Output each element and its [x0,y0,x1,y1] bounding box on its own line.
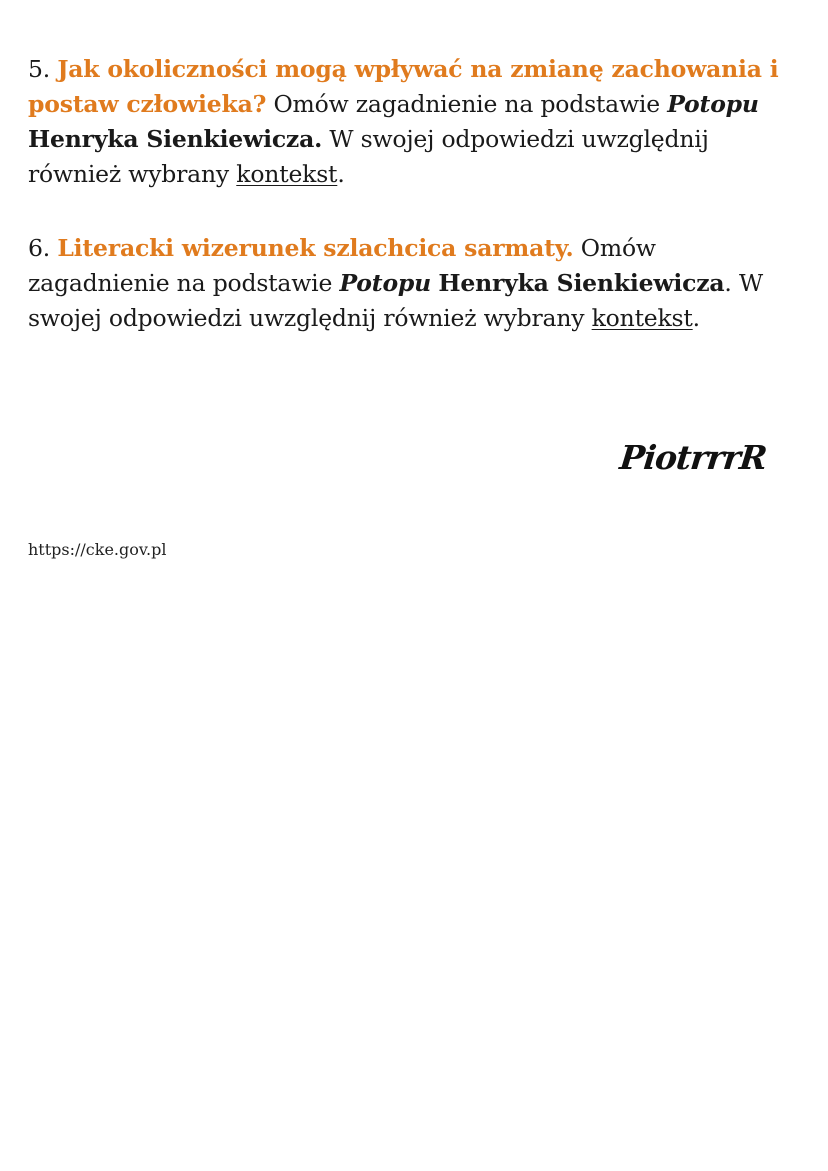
period: . [337,160,345,188]
context-term: kontekst [236,160,338,188]
book-title: Potopu [667,90,759,118]
author-name: Henryka Sienkiewicza [438,269,725,297]
source-url: https://cke.gov.pl [28,540,167,559]
context-term: kontekst [591,304,693,332]
question-topic: Jak okoliczności mogą wpływać na zmianę zachowania i postaw człowieka? [28,55,779,118]
book-title: Potopu [339,269,432,297]
period: . [692,304,700,332]
question-5 [28,52,800,192]
question-topic: Literacki wizerunek szlachcica sarmaty. [57,234,574,262]
author-name: Henryka Sienkiewicza. [28,125,323,153]
question-text: Omów zagadnienie na podstawie [28,234,656,297]
question-number: 5. [28,55,51,83]
question-number: 6. [28,234,51,262]
question-text-continued: W swojej odpowiedzi uwzględnij również wybrany [28,125,709,188]
document-page [28,52,800,336]
question-6 [28,231,800,336]
question-text: Omów zagadnienie na podstawie [273,90,660,118]
question-text-continued: . W swojej odpowiedzi uwzględnij również wybrany [28,269,763,332]
signature: PiotrrrR [617,438,769,477]
